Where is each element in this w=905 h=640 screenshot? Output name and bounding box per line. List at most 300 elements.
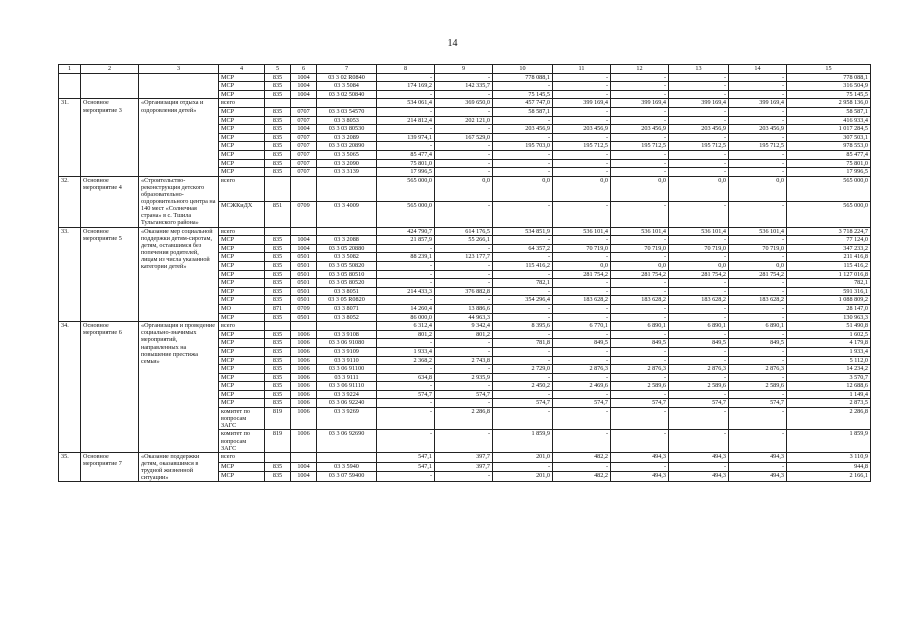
table-cell: - [435, 142, 493, 151]
table-cell: МСР [219, 168, 265, 177]
table-cell: 849,5 [611, 339, 669, 348]
table-cell: 195 712,5 [669, 142, 729, 151]
table-cell: 14 234,2 [787, 365, 871, 374]
table-cell: 424 790,7 [377, 227, 435, 236]
table-cell: 1 149,4 [787, 390, 871, 399]
table-cell: 2 729,0 [493, 365, 553, 374]
table-cell: 0,0 [553, 261, 611, 270]
table-cell: 835 [265, 373, 291, 382]
table-cell: 801,2 [435, 330, 493, 339]
table-cell [317, 176, 377, 201]
table-cell: 70 719,0 [669, 244, 729, 253]
table-cell: - [729, 236, 787, 245]
table-cell: 03 3 9111 [317, 373, 377, 382]
table-cell: - [611, 202, 669, 227]
table-cell: - [669, 356, 729, 365]
table-cell: 835 [265, 287, 291, 296]
table-cell: - [493, 408, 553, 430]
table-cell: - [493, 270, 553, 279]
header-cell: 1 [59, 65, 81, 74]
table-cell: 835 [265, 116, 291, 125]
table-cell: 0707 [291, 168, 317, 177]
table-cell: 2 166,1 [787, 472, 871, 482]
table-cell: - [729, 390, 787, 399]
measure-desc: «Оказание мер социальной поддержки детям-сиротам, детям, оставшимся без попечения родителей, лицам из числа указанной категории детей» [139, 227, 219, 322]
table-cell: 835 [265, 125, 291, 134]
table-cell: - [493, 304, 553, 313]
table-cell: 494,3 [669, 452, 729, 462]
table-cell: 03 3 9108 [317, 330, 377, 339]
table-cell [317, 99, 377, 108]
table-cell: 03 3 05 20880 [317, 244, 377, 253]
table-row [59, 322, 871, 331]
table-cell: - [493, 253, 553, 262]
table-cell: 835 [265, 150, 291, 159]
table-cell: - [435, 270, 493, 279]
table-cell: 03 3 03 20890 [317, 142, 377, 151]
table-cell: 195 712,5 [729, 142, 787, 151]
table-row [59, 73, 871, 82]
table-cell: 1004 [291, 236, 317, 245]
table-cell: - [377, 296, 435, 305]
table-cell: 203 456,9 [493, 125, 553, 134]
table-cell: - [493, 373, 553, 382]
table-cell: 03 3 5082 [317, 253, 377, 262]
table-cell: - [435, 296, 493, 305]
table-cell: 347 233,2 [787, 244, 871, 253]
table-cell: 376 882,8 [435, 287, 493, 296]
table-cell: 03 3 8051 [317, 287, 377, 296]
table-cell: 58 587,1 [787, 107, 871, 116]
table-cell: 12 688,6 [787, 382, 871, 391]
table-cell: - [669, 150, 729, 159]
table-cell: 457 747,0 [493, 99, 553, 108]
table-cell: МСР [219, 150, 265, 159]
table-cell: 1 017 284,5 [787, 125, 871, 134]
table-cell: 2 876,3 [729, 365, 787, 374]
table-cell: 1 933,4 [787, 347, 871, 356]
table-cell: 835 [265, 82, 291, 91]
table-cell: - [669, 168, 729, 177]
table-cell: - [669, 82, 729, 91]
table-cell: 482,2 [553, 472, 611, 482]
measure-num: 33. [59, 227, 81, 322]
table-cell: 0709 [291, 202, 317, 227]
table-cell: 03 3 8071 [317, 304, 377, 313]
table-cell: 835 [265, 142, 291, 151]
table-cell: - [435, 261, 493, 270]
header-cell: 4 [219, 65, 265, 74]
table-cell: - [611, 462, 669, 472]
table-cell: 03 3 5065 [317, 150, 377, 159]
table-cell: 130 963,3 [787, 313, 871, 322]
table-cell: 75 801,0 [377, 159, 435, 168]
measure-name: Основное мероприятие 3 [81, 99, 139, 176]
table-cell: - [493, 347, 553, 356]
table-cell: МСР [219, 125, 265, 134]
table-cell: 0,0 [729, 261, 787, 270]
table-cell [291, 322, 317, 331]
table-cell: - [611, 73, 669, 82]
table-cell: 1 859,9 [493, 430, 553, 452]
table-cell: МСР [219, 261, 265, 270]
header-cell: 14 [729, 65, 787, 74]
table-cell: 281 754,2 [553, 270, 611, 279]
table-cell: 1004 [291, 244, 317, 253]
table-cell: 849,5 [669, 339, 729, 348]
table-cell: 0,0 [669, 176, 729, 201]
header-cell: 6 [291, 65, 317, 74]
table-cell: - [553, 356, 611, 365]
table-cell: 03 3 3139 [317, 168, 377, 177]
table-cell: 115 416,2 [787, 261, 871, 270]
table-cell: - [553, 73, 611, 82]
table-cell: - [377, 270, 435, 279]
table-cell: 6 890,1 [611, 322, 669, 331]
table-cell: - [729, 90, 787, 99]
table-cell: 75 801,0 [787, 159, 871, 168]
table-cell: МСР [219, 279, 265, 288]
table-cell: 88 239,1 [377, 253, 435, 262]
table-cell: 167 529,0 [435, 133, 493, 142]
table-cell: - [669, 390, 729, 399]
table-cell: комитет по вопросам ЗАГС [219, 430, 265, 452]
table-cell [265, 99, 291, 108]
table-cell: - [611, 253, 669, 262]
table-cell: 397,7 [435, 462, 493, 472]
table-cell: МСР [219, 82, 265, 91]
table-cell: МСР [219, 347, 265, 356]
measure-desc: «Организация отдыха и оздоровления детей» [139, 99, 219, 176]
table-cell: - [435, 399, 493, 408]
table-cell: - [377, 339, 435, 348]
table-cell: 0501 [291, 279, 317, 288]
table-cell: 0,0 [435, 176, 493, 201]
table-cell: 2 469,6 [553, 382, 611, 391]
table-cell: 03 3 8052 [317, 313, 377, 322]
table-cell: - [729, 73, 787, 82]
table-cell: 835 [265, 236, 291, 245]
table-cell: 835 [265, 356, 291, 365]
table-row [59, 176, 871, 201]
table-cell: 183 628,2 [729, 296, 787, 305]
table-cell: 565 000,0 [787, 176, 871, 201]
table-cell: 1004 [291, 472, 317, 482]
table-cell: 835 [265, 73, 291, 82]
table-cell: 1006 [291, 399, 317, 408]
table-cell: 214 812,4 [377, 116, 435, 125]
table-cell: 58 587,1 [493, 107, 553, 116]
table-cell: 0501 [291, 296, 317, 305]
table-cell: 494,3 [669, 472, 729, 482]
table-cell: 369 650,0 [435, 99, 493, 108]
table-cell: 214 433,3 [377, 287, 435, 296]
table-cell: 1006 [291, 373, 317, 382]
table-cell: 13 886,6 [435, 304, 493, 313]
table-cell: - [729, 408, 787, 430]
table-cell [317, 227, 377, 236]
table-cell: 835 [265, 339, 291, 348]
table-cell: 782,1 [787, 279, 871, 288]
table-cell: - [669, 116, 729, 125]
table-cell: 2 876,3 [553, 365, 611, 374]
table-cell: - [669, 430, 729, 452]
table-cell: МСР [219, 462, 265, 472]
measure-num: 35. [59, 452, 81, 482]
table-cell: - [669, 313, 729, 322]
table-cell: 2 286,8 [435, 408, 493, 430]
table-cell: МСР [219, 373, 265, 382]
table-cell: - [729, 279, 787, 288]
table-cell: 03 3 5084 [317, 82, 377, 91]
table-cell: - [553, 236, 611, 245]
header-row [59, 65, 871, 74]
table-cell: 6 890,1 [669, 322, 729, 331]
table-cell [265, 176, 291, 201]
table-cell: 0709 [291, 304, 317, 313]
table-cell: 174 169,2 [377, 82, 435, 91]
table-cell: - [553, 462, 611, 472]
table-cell: 2 743,8 [435, 356, 493, 365]
header-cell: 12 [611, 65, 669, 74]
table-cell: 835 [265, 296, 291, 305]
table-cell [291, 227, 317, 236]
budget-table [58, 64, 871, 482]
table-cell: - [611, 116, 669, 125]
table-cell: всего [219, 322, 265, 331]
table-cell: 565 000,0 [787, 202, 871, 227]
table-cell: 399 169,4 [669, 99, 729, 108]
table-cell: - [611, 287, 669, 296]
table-cell: 0707 [291, 116, 317, 125]
table-cell: - [553, 168, 611, 177]
table-cell: - [611, 133, 669, 142]
table-cell: 534 061,4 [377, 99, 435, 108]
table-cell: - [377, 107, 435, 116]
header-cell: 13 [669, 65, 729, 74]
table-cell: 819 [265, 430, 291, 452]
table-cell: 03 3 07 59400 [317, 472, 377, 482]
table-cell: МСР [219, 365, 265, 374]
table-cell: 70 719,0 [611, 244, 669, 253]
table-cell: 115 416,2 [493, 261, 553, 270]
table-cell: - [611, 330, 669, 339]
table-cell: - [553, 373, 611, 382]
table-cell: 614 176,5 [435, 227, 493, 236]
table-cell: МСР [219, 399, 265, 408]
table-cell: - [611, 373, 669, 382]
table-cell: 2 873,5 [787, 399, 871, 408]
table-cell: 1006 [291, 356, 317, 365]
table-cell: 778 088,1 [787, 73, 871, 82]
table-cell: 202 121,0 [435, 116, 493, 125]
table-cell: - [435, 202, 493, 227]
table-cell: 399 169,4 [611, 99, 669, 108]
table-cell: - [729, 356, 787, 365]
table-cell: 2 958 136,0 [787, 99, 871, 108]
table-cell: - [729, 304, 787, 313]
table-cell: 849,5 [553, 339, 611, 348]
table-cell: 397,7 [435, 452, 493, 462]
table-cell: 03 3 06 91080 [317, 339, 377, 348]
table-cell: - [669, 279, 729, 288]
header-cell: 8 [377, 65, 435, 74]
table-cell: - [553, 408, 611, 430]
table-cell: 494,3 [611, 452, 669, 462]
table-cell: 1006 [291, 339, 317, 348]
table-row [59, 227, 871, 236]
table-cell: МСР [219, 116, 265, 125]
table-cell: 778 088,1 [493, 73, 553, 82]
table-cell: 1 859,9 [787, 430, 871, 452]
table-cell: - [729, 150, 787, 159]
table-cell: 978 553,0 [787, 142, 871, 151]
table-cell: - [729, 116, 787, 125]
table-cell: - [669, 73, 729, 82]
table-cell: - [493, 159, 553, 168]
table-cell: - [729, 168, 787, 177]
measure-num [59, 73, 81, 99]
table-cell: - [377, 244, 435, 253]
measure-desc: «Организация и проведение социально-значимых мероприятий, направленных на повышение престижа семьи» [139, 322, 219, 453]
table-cell: 316 504,9 [787, 82, 871, 91]
table-cell: - [669, 287, 729, 296]
table-cell: - [493, 150, 553, 159]
table-cell: - [729, 82, 787, 91]
measure-num: 32. [59, 176, 81, 227]
table-cell: - [435, 382, 493, 391]
table-cell: - [553, 82, 611, 91]
table-cell: 574,7 [553, 399, 611, 408]
table-cell: 183 628,2 [669, 296, 729, 305]
table-cell: 494,3 [729, 452, 787, 462]
table-cell: МСР [219, 73, 265, 82]
table-cell: всего [219, 176, 265, 201]
table-cell: 819 [265, 408, 291, 430]
table-cell: 1 127 016,8 [787, 270, 871, 279]
table-cell: 70 719,0 [729, 244, 787, 253]
table-cell: 64 357,2 [493, 244, 553, 253]
table-cell: - [377, 279, 435, 288]
measure-name: Основное мероприятие 6 [81, 322, 139, 453]
table-cell: - [669, 462, 729, 472]
table-cell: - [669, 330, 729, 339]
table-cell: 835 [265, 107, 291, 116]
table-cell: 203 456,9 [729, 125, 787, 134]
table-cell: МСР [219, 270, 265, 279]
table-cell: 1 933,4 [377, 347, 435, 356]
table-cell: 547,1 [377, 452, 435, 462]
table-cell: 835 [265, 253, 291, 262]
table-cell: 0501 [291, 313, 317, 322]
table-cell: 85 477,4 [377, 150, 435, 159]
table-cell: 835 [265, 279, 291, 288]
table-cell: - [611, 408, 669, 430]
table-cell: 0,0 [611, 176, 669, 201]
table-cell: 1004 [291, 82, 317, 91]
table-cell: 547,1 [377, 462, 435, 472]
table-cell: - [435, 472, 493, 482]
table-row [59, 452, 871, 462]
table-cell: - [729, 462, 787, 472]
table-cell: 03 3 5940 [317, 462, 377, 472]
table-cell: - [669, 107, 729, 116]
table-cell: - [611, 150, 669, 159]
table-cell: 75 145,5 [787, 90, 871, 99]
table-cell: 0707 [291, 142, 317, 151]
table-cell: МСР [219, 296, 265, 305]
table-cell: МСР [219, 90, 265, 99]
table-cell: МСР [219, 356, 265, 365]
table-cell: - [377, 90, 435, 99]
measure-name: Основное мероприятие 5 [81, 227, 139, 322]
table-cell: 574,7 [729, 399, 787, 408]
table-cell: МСР [219, 287, 265, 296]
table-cell: - [377, 399, 435, 408]
table-cell: - [435, 125, 493, 134]
table-body [59, 65, 871, 482]
table-cell: 03 3 8053 [317, 116, 377, 125]
table-cell: - [435, 365, 493, 374]
table-cell: МСР [219, 390, 265, 399]
table-cell: - [493, 168, 553, 177]
table-cell: - [377, 430, 435, 452]
table-cell: 03 3 06 92690 [317, 430, 377, 452]
table-cell: 201,0 [493, 452, 553, 462]
table-cell: - [435, 90, 493, 99]
table-cell: 03 3 06 91100 [317, 365, 377, 374]
table-cell: - [377, 408, 435, 430]
table-cell: 835 [265, 90, 291, 99]
table-cell: - [435, 339, 493, 348]
table-cell: 5 112,0 [787, 356, 871, 365]
table-cell: 835 [265, 270, 291, 279]
table-cell: - [553, 150, 611, 159]
table-row [59, 99, 871, 108]
table-cell: - [669, 159, 729, 168]
measure-num: 34. [59, 322, 81, 453]
table-cell: МСР [219, 472, 265, 482]
page-number: 14 [447, 38, 458, 49]
table-cell: 0,0 [493, 176, 553, 201]
table-cell: 2 876,3 [611, 365, 669, 374]
table-cell: МСР [219, 313, 265, 322]
table-cell: 835 [265, 472, 291, 482]
table-cell: - [377, 382, 435, 391]
table-cell: - [493, 82, 553, 91]
table-cell: - [553, 133, 611, 142]
table-cell: 14 260,4 [377, 304, 435, 313]
table-cell: 03 3 05 80510 [317, 270, 377, 279]
table-cell: 534 851,9 [493, 227, 553, 236]
table-cell: - [493, 133, 553, 142]
table-cell: 203 456,9 [669, 125, 729, 134]
measure-num: 31. [59, 99, 81, 176]
table-cell: 3 570,7 [787, 373, 871, 382]
measure-desc [139, 73, 219, 99]
table-cell: 871 [265, 304, 291, 313]
table-cell: 1006 [291, 408, 317, 430]
table-cell: - [493, 202, 553, 227]
table-cell: 03 3 05 R0820 [317, 296, 377, 305]
table-cell: 195 703,0 [493, 142, 553, 151]
table-cell: 835 [265, 261, 291, 270]
table-cell: - [669, 90, 729, 99]
table-cell: 03 3 9224 [317, 390, 377, 399]
table-cell: - [553, 430, 611, 452]
table-cell: 6 890,1 [729, 322, 787, 331]
table-cell: 0707 [291, 150, 317, 159]
